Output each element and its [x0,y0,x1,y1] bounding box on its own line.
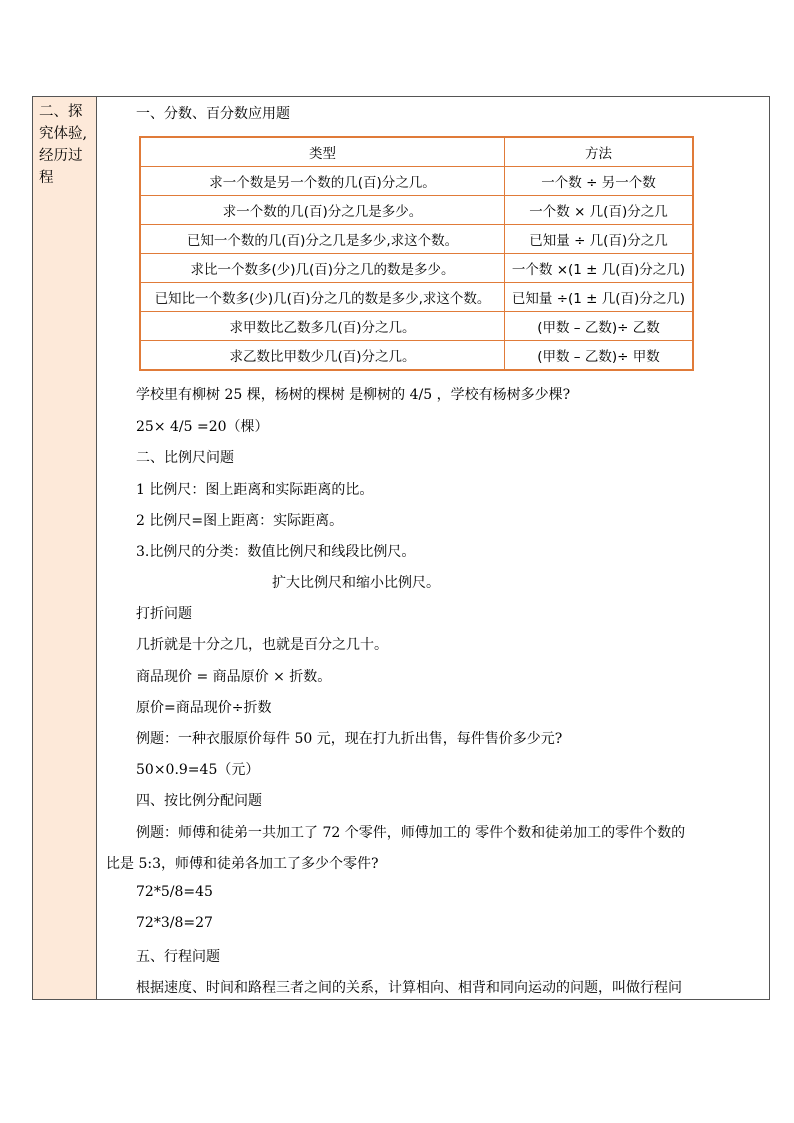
table-cell-type: 已知比一个数多(少)几(百)分之几的数是多少,求这个数。 [140,283,505,312]
lesson-table-frame [32,96,770,1000]
text-line: 扩大比例尺和缩小比例尺。 [272,575,440,591]
table-cell-type: 求比一个数多(少)几(百)分之几的数是多少。 [140,254,505,283]
table-cell-method: 一个数 ÷ 另一个数 [505,167,694,196]
text-line: 1 比例尺：图上距离和实际距离的比。 [136,482,374,498]
section-title: 一、分数、百分数应用题 [136,106,290,122]
table-cell-type: 求甲数比乙数多几(百)分之几。 [140,312,505,341]
table-row [140,225,693,254]
stage-label-line: 二、探 [39,104,83,120]
text-line: 例题：一种衣服原价每件 50 元，现在打九折出售，每件售价多少元? [136,731,563,747]
stage-label-line: 程 [39,170,54,186]
text-line: 3.比例尺的分类：数值比例尺和线段比例尺。 [136,544,416,560]
table-header-method: 方法 [505,137,694,167]
table-row [140,254,693,283]
text-line: 学校里有柳树 25 棵，杨树的棵树 是柳树的 4/5 ，学校有杨树多少棵? [136,387,571,403]
table-cell-type: 求一个数的几(百)分之几是多少。 [140,196,505,225]
text-line: 例题：师傅和徒弟一共加工了 72 个零件，师傅加工的 零件个数和徒弟加工的零件个数的 [136,825,686,841]
table-cell-method: 已知量 ÷ 几(百)分之几 [505,225,694,254]
text-line: 比是 5:3，师傅和徒弟各加工了多少个零件? [106,856,379,872]
stage-label-line: 经历过 [39,148,83,164]
text-line: 几折就是十分之几，也就是百分之几十。 [136,637,388,653]
table-cell-method: (甲数 – 乙数)÷ 甲数 [505,341,694,371]
text-line: 72*3/8=27 [136,915,213,931]
text-line: 50×0.9=45（元） [136,762,260,778]
table-cell-type: 求乙数比甲数少几(百)分之几。 [140,341,505,371]
text-line: 根据速度、时间和路程三者之间的关系，计算相向、相背和同向运动的问题，叫做行程问 [136,980,682,996]
table-row [140,196,693,225]
text-line: 原价=商品现价÷折数 [136,700,272,716]
table-cell-method: 已知量 ÷(1 ± 几(百)分之几) [505,283,694,312]
table-cell-type: 求一个数是另一个数的几(百)分之几。 [140,167,505,196]
section-title: 四、按比例分配问题 [136,793,262,809]
table-cell-method: 一个数 × 几(百)分之几 [505,196,694,225]
text-line: 72*5/8=45 [136,884,213,900]
fraction-problem-table [139,136,694,371]
stage-label-line: 究体验, [39,126,88,142]
text-line: 25× 4/5 =20（棵） [136,419,269,435]
table-cell-method: 一个数 ×(1 ± 几(百)分之几) [505,254,694,283]
section-title: 二、比例尺问题 [136,450,234,466]
table-row [140,341,693,371]
section-title: 打折问题 [136,606,192,622]
table-header-row [140,137,693,167]
text-line: 商品现价 = 商品原价 × 折数。 [136,669,332,685]
stage-label-cell [33,97,97,999]
table-row [140,283,693,312]
table-cell-method: (甲数 – 乙数)÷ 乙数 [505,312,694,341]
table-cell-type: 已知一个数的几(百)分之几是多少,求这个数。 [140,225,505,254]
text-line: 2 比例尺=图上距离：实际距离。 [136,513,344,529]
content-cell [98,97,769,999]
table-row [140,167,693,196]
table-row [140,312,693,341]
table-header-type: 类型 [140,137,505,167]
section-title: 五、行程问题 [136,949,220,965]
